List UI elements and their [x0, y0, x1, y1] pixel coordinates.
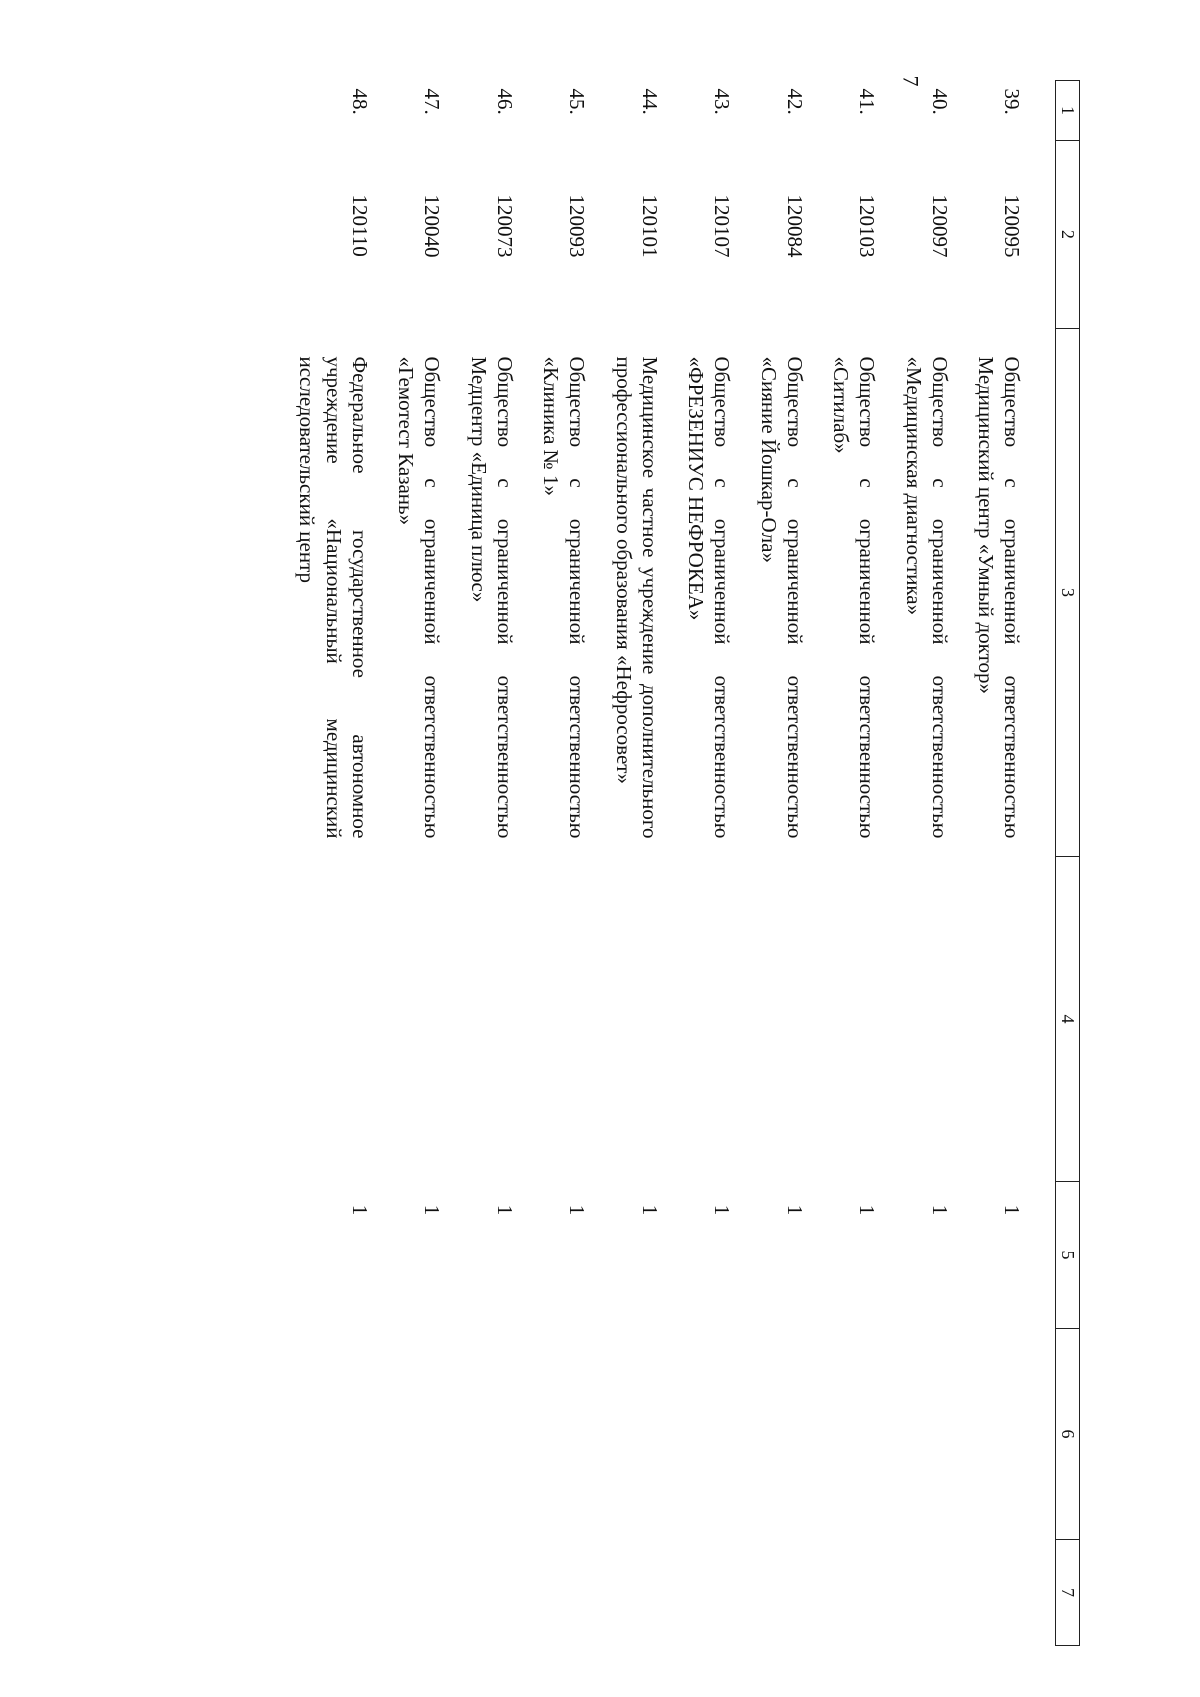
- row-organization-name: Федеральное государственное автономное учреждение «Национальный медицинский исследовательский центр: [295, 356, 372, 839]
- row-number: 48.: [348, 88, 372, 115]
- table-row: [611, 81, 684, 1646]
- row-col-7: [538, 1540, 611, 1646]
- row-organization-name: Общество с ограниченной ответственностью «Гемотест Казань»: [394, 356, 445, 839]
- row-organization-name: Общество с ограниченной ответственностью «Сияние Йошкар-Ола»: [756, 356, 807, 839]
- table-row: [901, 81, 974, 1646]
- row-code: 120103: [855, 194, 880, 258]
- rotated-table-sheet: [200, 80, 1080, 1645]
- row-col-4: [901, 857, 974, 1182]
- row-code: 120097: [928, 194, 952, 258]
- column-header-4: 4: [1056, 857, 1080, 1182]
- row-col-5: 1: [638, 1204, 662, 1216]
- row-organization-name: Общество с ограниченной ответственностью «ФРЕЗЕНИУС НЕФРОКЕА»: [684, 356, 735, 839]
- row-code: 120040: [420, 194, 445, 258]
- column-header-2: 2: [1056, 141, 1080, 329]
- row-col-6: [828, 1329, 901, 1540]
- row-col-4: [683, 857, 756, 1182]
- row-col-5: 1: [1000, 1204, 1025, 1216]
- row-col-4: [611, 857, 684, 1182]
- column-header-7: 7: [1056, 1540, 1080, 1646]
- row-code: 120095: [1000, 194, 1025, 258]
- row-number: 41.: [855, 88, 880, 115]
- table-row: [828, 81, 901, 1646]
- row-organization-name: Медицинское частное учреждение дополнительного профессионального образования «Нефросовет»: [611, 356, 662, 839]
- column-header-5: 5: [1056, 1182, 1080, 1329]
- column-header-1: 1: [1056, 81, 1080, 141]
- row-col-6: [466, 1329, 539, 1540]
- row-code: 120110: [348, 194, 372, 257]
- table-body: [294, 81, 1056, 1646]
- row-number: 42.: [783, 88, 807, 115]
- row-col-7: [294, 1540, 393, 1646]
- row-col-6: [683, 1329, 756, 1540]
- row-col-4: [973, 857, 1056, 1182]
- row-col-4: [756, 857, 829, 1182]
- row-col-7: [466, 1540, 539, 1646]
- table-row: [538, 81, 611, 1646]
- table-row: [294, 81, 393, 1646]
- row-col-4: [466, 857, 539, 1182]
- row-code: 120107: [710, 194, 735, 258]
- row-col-4: [828, 857, 901, 1182]
- table-row: [756, 81, 829, 1646]
- row-number: 39.: [1000, 88, 1025, 115]
- row-organization-name: Общество с ограниченной ответственностью Медцентр «Единица плюс»: [466, 356, 517, 839]
- row-col-7: [611, 1540, 684, 1646]
- row-organization-name: Общество с ограниченной ответственностью «Медицинская диагностика»: [901, 356, 952, 839]
- row-number: 40.: [928, 88, 952, 115]
- row-col-6: [538, 1329, 611, 1540]
- row-col-7: [828, 1540, 901, 1646]
- row-col-5: 1: [928, 1204, 952, 1216]
- row-col-5: 1: [783, 1204, 807, 1216]
- column-header-6: 6: [1056, 1329, 1080, 1540]
- row-number: 43.: [710, 88, 735, 115]
- row-col-5: 1: [493, 1204, 517, 1216]
- page-number: 7: [898, 75, 924, 87]
- organizations-table: [294, 80, 1080, 1646]
- row-number: 47.: [420, 88, 445, 115]
- row-number: 46.: [493, 88, 517, 115]
- table-row: [973, 81, 1056, 1646]
- row-code: 120101: [638, 194, 662, 258]
- row-code: 120073: [493, 194, 517, 258]
- column-header-3: 3: [1056, 329, 1080, 857]
- row-col-4: [393, 857, 466, 1182]
- row-col-4: [294, 857, 393, 1182]
- row-col-7: [901, 1540, 974, 1646]
- row-code: 120093: [565, 194, 590, 258]
- row-organization-name: Общество с ограниченной ответственностью Медицинский центр «Умный доктор»: [974, 356, 1025, 839]
- row-col-7: [973, 1540, 1056, 1646]
- row-number: 45.: [565, 88, 590, 115]
- row-col-6: [901, 1329, 974, 1540]
- row-col-5: 1: [420, 1204, 445, 1216]
- row-col-5: 1: [710, 1204, 735, 1216]
- row-col-6: [756, 1329, 829, 1540]
- row-organization-name: Общество с ограниченной ответственностью «Клиника № 1»: [539, 356, 590, 839]
- row-col-7: [393, 1540, 466, 1646]
- row-col-6: [611, 1329, 684, 1540]
- table-row: [393, 81, 466, 1646]
- table-row: [683, 81, 756, 1646]
- row-organization-name: Общество с ограниченной ответственностью «Ситилаб»: [829, 356, 880, 839]
- row-col-7: [756, 1540, 829, 1646]
- row-col-6: [393, 1329, 466, 1540]
- row-col-5: 1: [565, 1204, 590, 1216]
- row-col-4: [538, 857, 611, 1182]
- table-header: [1056, 81, 1080, 1646]
- row-col-5: 1: [348, 1204, 372, 1216]
- table-row: [466, 81, 539, 1646]
- row-col-7: [683, 1540, 756, 1646]
- row-code: 120084: [783, 194, 807, 258]
- row-col-5: 1: [855, 1204, 880, 1216]
- row-col-6: [294, 1329, 393, 1540]
- row-col-6: [973, 1329, 1056, 1540]
- row-number: 44.: [638, 88, 662, 115]
